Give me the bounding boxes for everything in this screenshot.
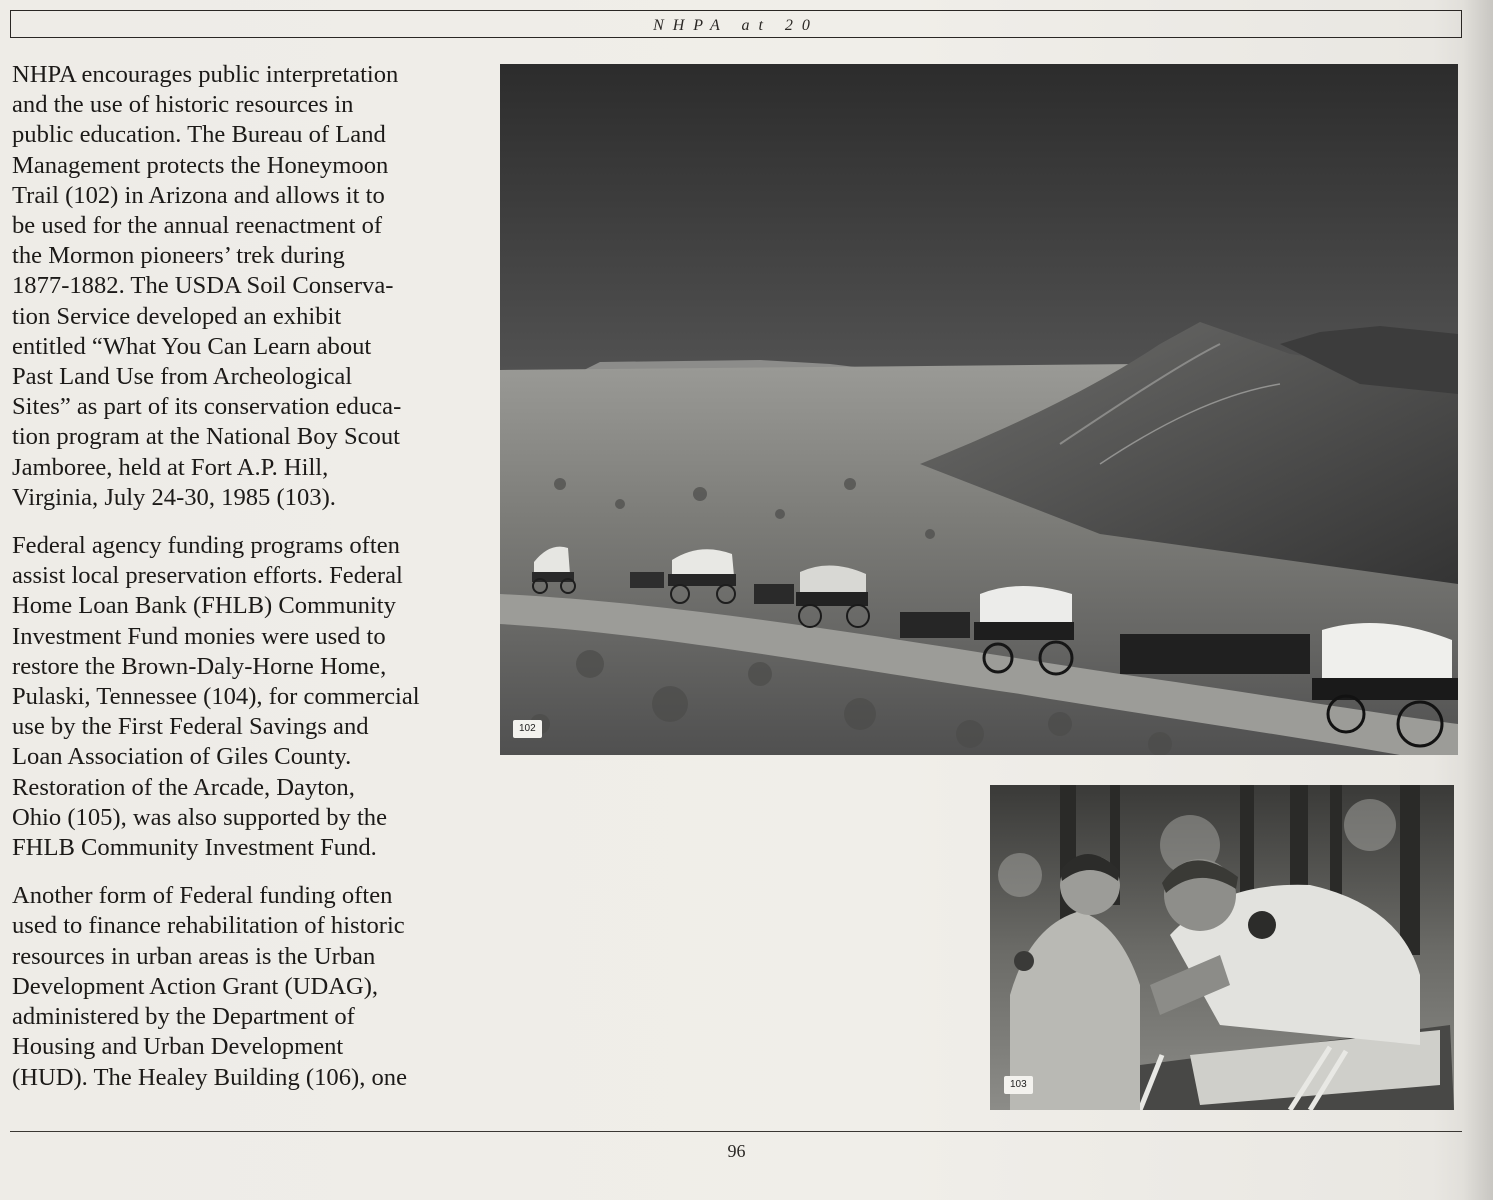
text-line: entitled “What You Can Learn about [12,332,372,360]
running-header-title: NHPA at 20 [653,17,819,34]
text-line: Housing and Urban Development [12,1033,344,1061]
footer-rule [10,1131,1462,1132]
text-line: Loan Association of Giles County. [12,743,352,771]
scout-exhibit-photo [990,785,1454,1110]
paragraph-interpretation [12,60,492,513]
text-line: FHLB Community Investment Fund. [12,834,377,862]
text-line: restore the Brown-Daly-Horne Home, [12,652,387,680]
text-line: Virginia, July 24-30, 1985 (103). [12,483,336,511]
text-line: administered by the Department of [12,1003,355,1031]
binding-shadow [1463,0,1493,1200]
text-line: be used for the annual reenactment of [12,212,383,240]
photo-label-103: 103 [1004,1076,1033,1094]
wagon-train-illustration [500,64,1458,755]
text-line: Sites” as part of its conservation educa- [12,393,402,421]
text-line: (HUD). The Healey Building (106), one [12,1063,408,1091]
text-line: Another form of Federal funding often [12,882,393,910]
scout-exhibit-illustration [990,785,1454,1110]
text-line: Jamboree, held at Fort A.P. Hill, [12,453,329,481]
paragraph-funding [12,531,492,863]
paragraph-udag [12,881,492,1092]
text-line: used to finance rehabilitation of historic [12,912,405,940]
text-line: Federal agency funding programs often [12,532,400,560]
text-line: and the use of historic resources in [12,91,354,119]
text-line: Home Loan Bank (FHLB) Community [12,592,396,620]
text-line: Past Land Use from Archeological [12,363,353,391]
text-line: Restoration of the Arcade, Dayton, [12,773,355,801]
text-line: 1877-1882. The USDA Soil Conserva- [12,272,394,300]
text-line: use by the First Federal Savings and [12,713,369,741]
text-line: public education. The Bureau of Land [12,121,386,149]
page-number: 96 [727,1141,746,1161]
text-line: the Mormon pioneers’ trek during [12,242,345,270]
text-line: tion program at the National Boy Scout [12,423,400,451]
text-line: Pulaski, Tennessee (104), for commercial [12,683,420,711]
text-line: Investment Fund monies were used to [12,622,386,650]
text-line: assist local preservation efforts. Federal [12,562,403,590]
photo-label-102: 102 [513,720,542,738]
text-line: tion Service developed an exhibit [12,302,342,330]
running-header [10,10,1462,38]
text-line: resources in urban areas is the Urban [12,942,376,970]
text-line: NHPA encourages public interpretation [12,61,399,88]
text-line: Management protects the Honeymoon [12,151,389,179]
text-line: Development Action Grant (UDAG), [12,972,379,1000]
body-text-column [12,60,492,1111]
text-line: Ohio (105), was also supported by the [12,803,387,831]
wagon-train-photo [500,64,1458,755]
text-line: Trail (102) in Arizona and allows it to [12,181,385,209]
